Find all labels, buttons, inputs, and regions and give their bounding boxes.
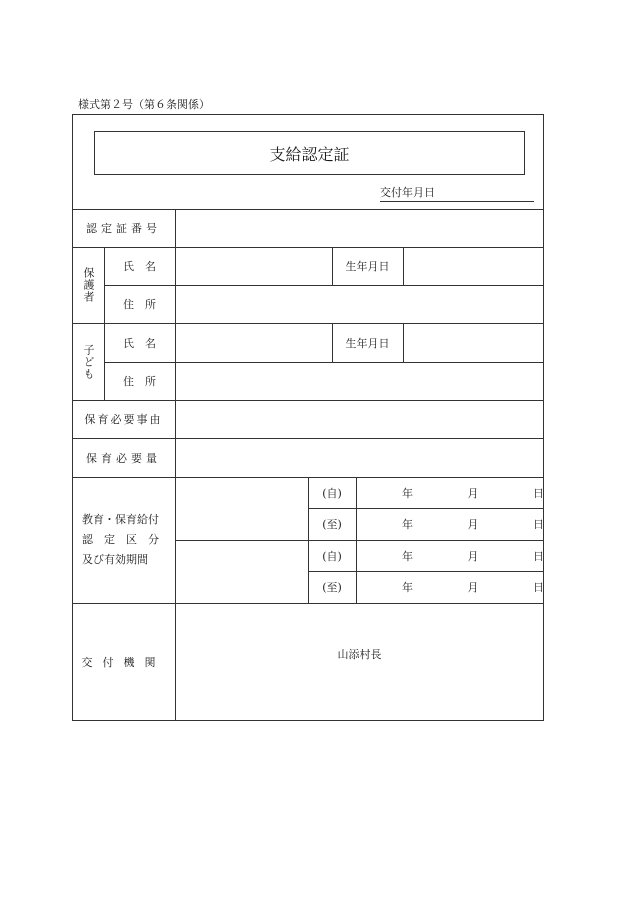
- period-from-label: (自): [322, 549, 342, 563]
- period-date: [356, 540, 544, 571]
- period-date: [356, 508, 544, 540]
- category-line: 教育・保育給付: [82, 513, 159, 526]
- day-unit: 日: [533, 486, 544, 500]
- child-label: 子ども: [82, 343, 95, 380]
- certificate-title: 支給認定証: [94, 131, 525, 175]
- child-address-label: 住 所: [123, 375, 156, 388]
- period-date: [356, 571, 544, 603]
- amount-label: 保育必要量: [86, 451, 161, 465]
- child-birthdate-label: 生年月日: [345, 336, 390, 350]
- year-unit: 年: [402, 486, 413, 500]
- column-divider: [403, 247, 404, 285]
- year-unit: 年: [402, 518, 413, 531]
- issue-date-label: 交付年月日: [380, 184, 534, 202]
- day-unit: 日: [533, 518, 544, 531]
- day-unit: 日: [533, 581, 544, 594]
- cert-number-label: 認定証番号: [86, 222, 161, 235]
- guardian-address-label: 住 所: [123, 298, 156, 311]
- year-unit: 年: [402, 581, 413, 594]
- day-unit: 日: [533, 549, 544, 563]
- guardian-label: 保護者: [82, 267, 95, 303]
- category-label: [82, 477, 175, 603]
- year-unit: 年: [402, 549, 413, 563]
- period-to-label: (至): [322, 518, 342, 531]
- issuer-name: 山添村長: [337, 648, 382, 661]
- period-date: [356, 477, 544, 508]
- issuing-agency-label: 交付機関: [81, 656, 166, 669]
- month-unit: 月: [467, 549, 479, 563]
- child-name-label: 氏 名: [123, 336, 156, 350]
- month-unit: 月: [467, 486, 479, 500]
- period-from-label: (自): [322, 486, 342, 500]
- category-line: 及び有効期間: [82, 553, 148, 566]
- category-line: 認 定 区 分: [82, 533, 159, 546]
- month-unit: 月: [467, 581, 479, 594]
- form-number: 様式第２号（第６条関係）: [78, 98, 210, 111]
- month-unit: 月: [467, 518, 479, 531]
- guardian-birthdate-label: 生年月日: [345, 260, 390, 273]
- period-to-label: (至): [322, 581, 342, 594]
- reason-label: 保育必要事由: [84, 413, 163, 426]
- column-divider: [403, 323, 404, 362]
- guardian-name-label: 氏 名: [123, 260, 156, 273]
